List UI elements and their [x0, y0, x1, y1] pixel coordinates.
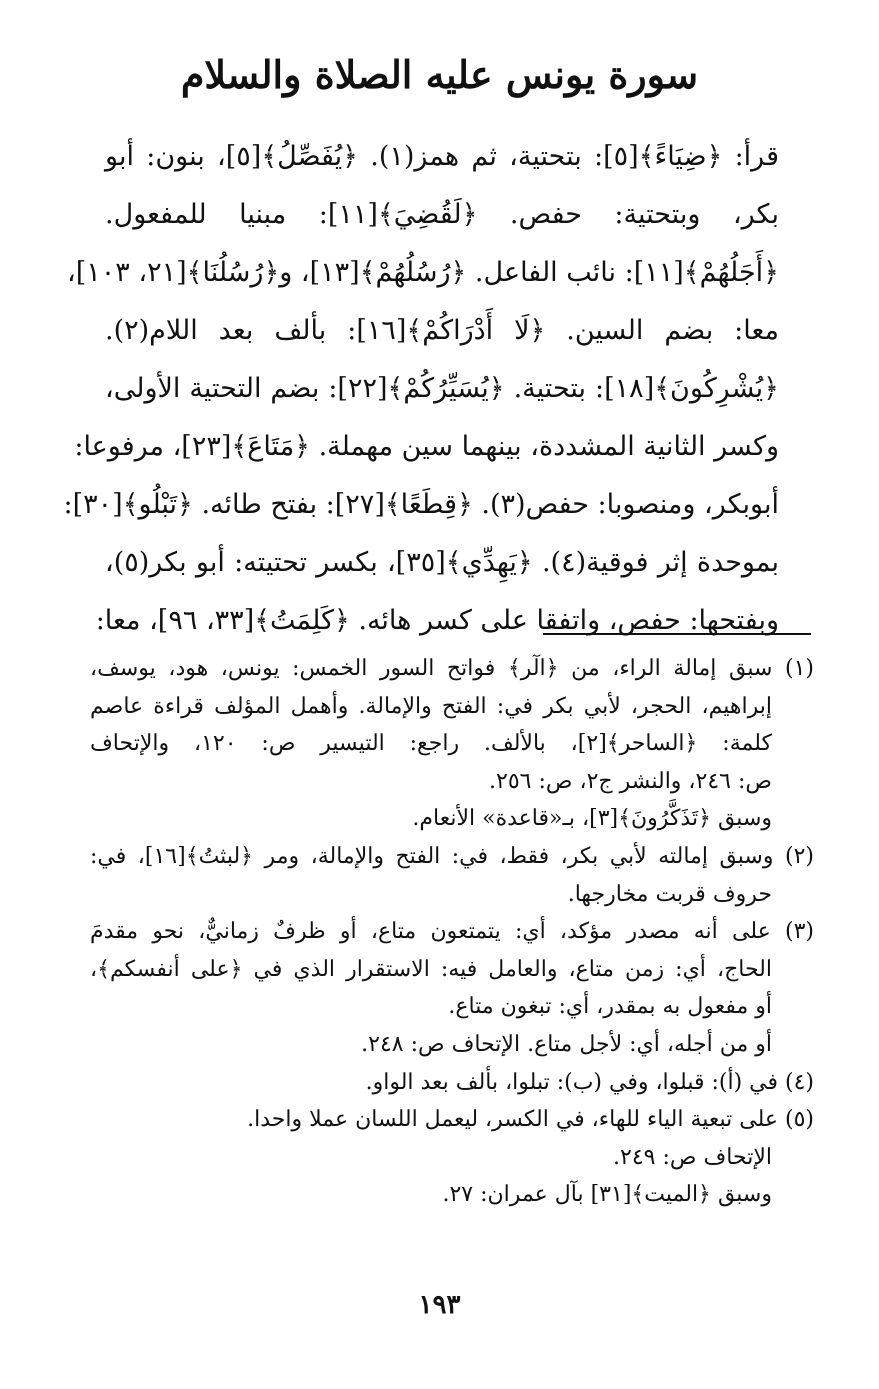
footnote-line: (٥) على تبعية الياء للهاء، في الكسر، ليعمل اللسان عملا واحدا. — [247, 1107, 814, 1133]
footnote-line: الحاج، أي: زمن متاع، والعامل فيه: الاستقرار الذي في ﴿على أنفسكم﴾، — [90, 956, 772, 982]
body-line: أبوبكر، ومنصوبا: حفص(٣). ﴿قِطَعًا﴾[٢٧]: بفتح طائه. ﴿تَبْلُو﴾[٣٠]: — [63, 489, 779, 520]
footnote-line: (٢) وسبق إمالته لأبي بكر، فقط، في: الفتح والإمالة، ومر ﴿لبثتُ﴾[١٦]، في: — [90, 843, 815, 869]
body-line: معا: بضم السين. ﴿لَا أَدْرَاكُمْ﴾[١٦]: بألف بعد اللام(٢). — [105, 315, 779, 346]
footnote-line: وسبق ﴿تَذَكَّرُونَ﴾[٣]، بـ«قاعدة» الأنعام. — [412, 806, 772, 832]
footnote-line: أو مفعول به بمقدر، أي: تبغون متاع. — [448, 994, 772, 1020]
page-title: سورة يونس عليه الصلاة والسلام — [180, 52, 699, 97]
main-text — [63, 132, 779, 654]
body-line: وكسر الثانية المشددة، بينهما سين مهملة. ﴿مَتَاعَ﴾[٢٣]، مرفوعا: — [74, 431, 779, 462]
body-line: بموحدة إثر فوقية(٤). ﴿يَهِدِّي﴾[٣٥]، بكسر تحتيته: أبو بكر(٥)، — [105, 547, 779, 578]
footnote-line: ص: ٢٤٦، والنشر ج٢، ص: ٢٥٦. — [489, 768, 772, 794]
footnotes — [90, 650, 814, 1214]
footnote-separator — [543, 633, 811, 635]
page-number: ١٩٣ — [418, 1290, 461, 1320]
body-line: بكر، وبتحتية: حفص. ﴿لَقُضِيَ﴾[١١]: مبنيا للمفعول. — [105, 199, 779, 230]
footnote-line: (٤) في (أ): قبلوا، وفي (ب): تبلوا، بألف بعد الواو. — [365, 1069, 814, 1095]
body-line: وبفتحها: حفص، واتفقا على كسر هائه. ﴿كَلِمَتُ﴾[٣٣، ٩٦]، معا: — [95, 605, 779, 636]
body-line: ﴿يُشْرِكُونَ﴾[١٨]: بتحتية. ﴿يُسَيِّرُكُمْ﴾[٢٢]: بضم التحتية الأولى، — [105, 373, 779, 404]
footnote-line: وسبق ﴿الميت﴾[٣١] بآل عمران: ٢٧. — [442, 1182, 772, 1208]
footnote-line: إبراهيم، الحجر، لأبي بكر في: الفتح والإمالة. وأهمل المؤلف قراءة عاصم — [90, 693, 772, 719]
body-line: ﴿أَجَلُهُمْ﴾[١١]: نائب الفاعل. ﴿رُسُلُهُمْ﴾[١٣]، و﴿رُسُلُنَا﴾[٢١، ١٠٣]، — [67, 257, 779, 288]
footnote-line: (٣) على أنه مصدر مؤكد، أي: يتمتعون متاع، أو ظرفٌ زمانيٌّ، نحو مقدمَ — [90, 919, 814, 945]
footnote-line: كلمة: ﴿الساحر﴾[٢]، بالألف. راجع: التيسير ص: ١٢٠، والإتحاف — [90, 731, 772, 757]
footnote-line: الإتحاف ص: ٢٤٩. — [613, 1144, 772, 1170]
footnote-line: حروف قربت مخارجها. — [567, 881, 772, 907]
body-line: قرأ: ﴿ضِيَاءً﴾[٥]: بتحتية، ثم همز(١). ﴿يُفَصِّلُ﴾[٥]، بنون: أبو — [105, 141, 779, 172]
footnote-line: (١) سبق إمالة الراء، من ﴿الٓر﴾ فواتح السور الخمس: يونس، هود، يوسف، — [90, 656, 814, 681]
footnote-line: أو من أجله، أي: لأجل متاع. الإتحاف ص: ٢٤٨. — [361, 1031, 772, 1057]
